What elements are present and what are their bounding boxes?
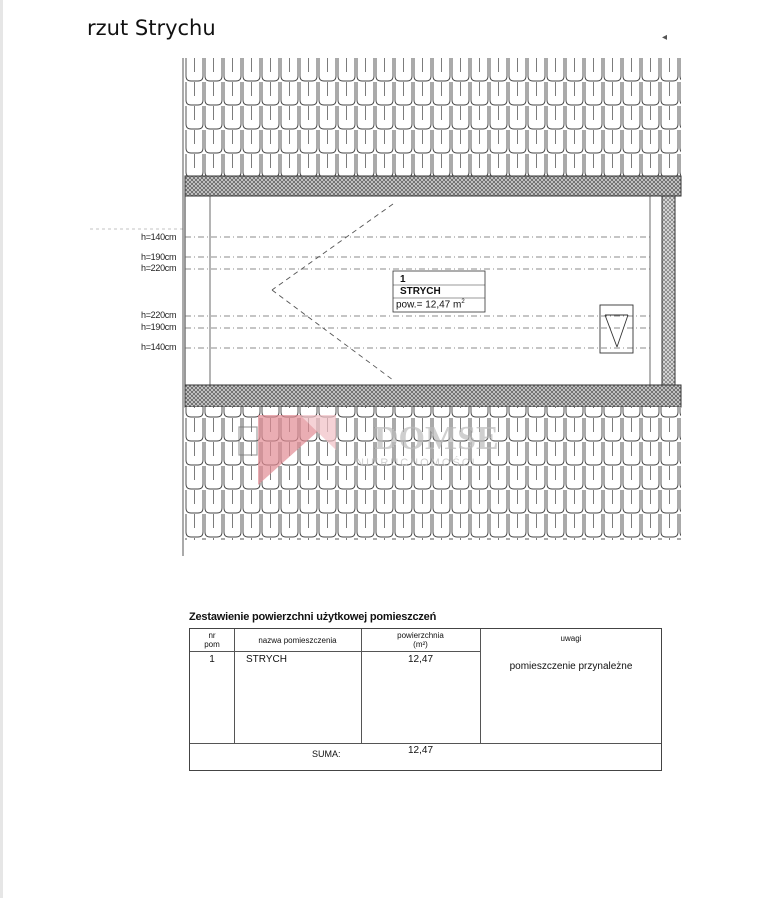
- page-title: rzut Strychu: [87, 16, 216, 40]
- height-label: h=190cm: [141, 322, 177, 332]
- svg-text:NIERUCHOMOŚCI: NIERUCHOMOŚCI: [356, 457, 477, 469]
- room-number: 1: [400, 274, 406, 285]
- row-area: 12,47: [407, 654, 434, 665]
- height-label: h=220cm: [141, 310, 177, 320]
- row-notes: pomieszczenie przynależne: [509, 661, 633, 672]
- sum-value: 12,47: [407, 745, 434, 756]
- svg-text:DOMSE: DOMSE: [374, 420, 499, 457]
- sum-label: SUMA:: [312, 749, 341, 759]
- area-summary-table: [189, 628, 662, 771]
- height-label: h=220cm: [141, 263, 177, 273]
- roof-tiles-top: [185, 58, 681, 176]
- row-nr: 1: [209, 654, 215, 665]
- header-area: powierzchnia (m²): [397, 631, 444, 649]
- height-label: h=140cm: [141, 232, 177, 242]
- header-nr: nr pom: [204, 631, 220, 649]
- height-label: h=190cm: [141, 252, 177, 262]
- wall-top: [185, 176, 681, 196]
- height-label: h=140cm: [141, 342, 177, 352]
- table-title: Zestawienie powierzchni użytkowej pomieszczeń: [189, 611, 437, 623]
- wall-right: [662, 196, 675, 385]
- room-name: STRYCH: [400, 286, 441, 297]
- header-name: nazwa pomieszczenia: [258, 636, 337, 645]
- wall-bottom: [185, 385, 681, 407]
- svg-text:◂: ◂: [662, 32, 668, 43]
- row-name: STRYCH: [246, 654, 287, 665]
- room-area: pow.= 12,47 $m^2$: [396, 299, 465, 311]
- header-notes: uwagi: [560, 634, 582, 643]
